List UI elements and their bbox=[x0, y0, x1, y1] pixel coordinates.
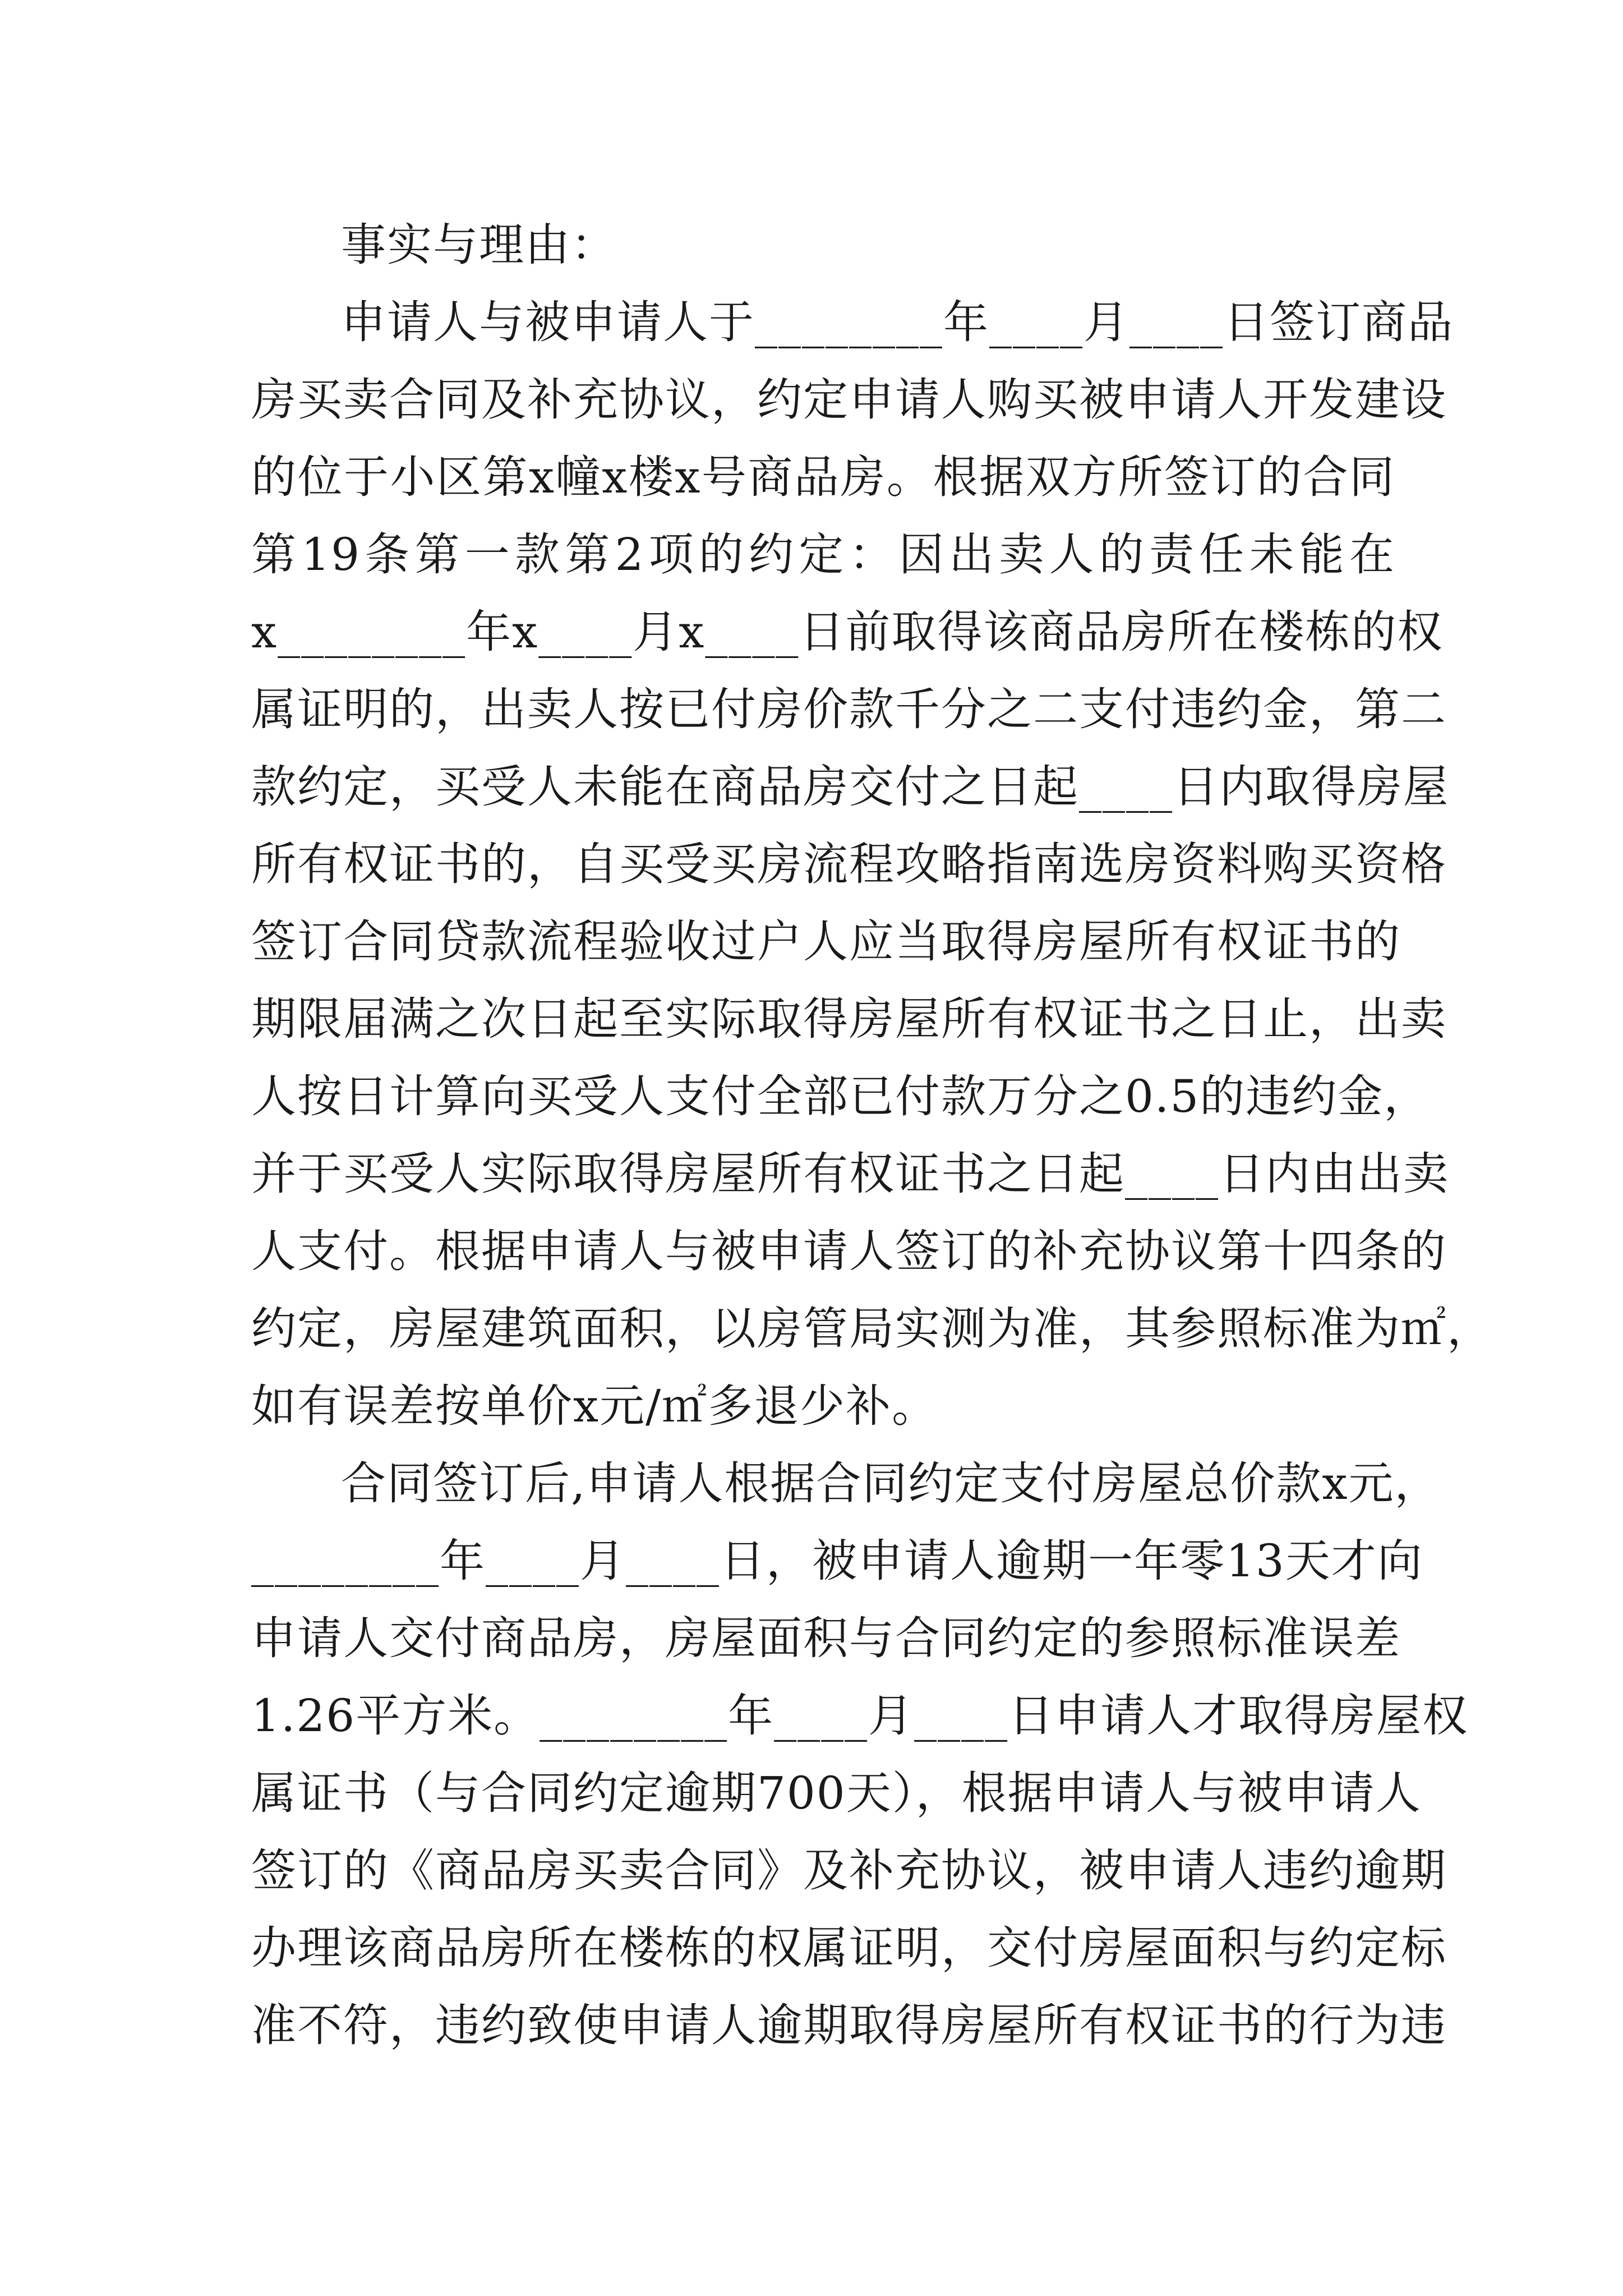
text-line: 属证书（与合同约定逾期700天），根据申请人与被申请人 bbox=[251, 1767, 1422, 1819]
text-line: 事实与理由： bbox=[341, 219, 617, 271]
text-line: 并于买受人实际取得房屋所有权证书之日起____日内由出卖 bbox=[251, 1148, 1449, 1200]
text-line: 人按日计算向买受人支付全部已付款万分之0.5的违约金， bbox=[251, 1070, 1430, 1122]
text-line: 签订的《商品房买卖合同》及补充协议，被申请人违约逾期 bbox=[251, 1844, 1447, 1897]
text-line: 期限届满之次日起至实际取得房屋所有权证书之日止，出卖 bbox=[251, 993, 1447, 1045]
body-text bbox=[251, 206, 1493, 2064]
text-line: 办理该商品房所在楼栋的权属证明，交付房屋面积与约定标 bbox=[251, 1922, 1447, 1974]
text-line: 合同签订后,申请人根据合同约定支付房屋总价款x元， bbox=[341, 1457, 1441, 1510]
text-line: ________年____月____日，被申请人逾期一年零13天才向 bbox=[251, 1535, 1423, 1587]
text-line: 的位于小区第x幢x楼x号商品房。根据双方所签订的合同 bbox=[251, 451, 1395, 503]
text-line: 所有权证书的，自买受买房流程攻略指南选房资料购买资格 bbox=[251, 838, 1447, 890]
text-line: 约定，房屋建筑面积，以房管局实测为准，其参照标准为㎡， bbox=[251, 1303, 1493, 1355]
text-line: 准不符，违约致使申请人逾期取得房屋所有权证书的行为违 bbox=[251, 1999, 1447, 2051]
text-line: 人支付。根据申请人与被申请人签订的补充协议第十四条的 bbox=[251, 1225, 1447, 1277]
text-line: 如有误差按单价x元/㎡多退少补。 bbox=[251, 1380, 938, 1432]
text-line: 款约定，买受人未能在商品房交付之日起____日内取得房屋 bbox=[251, 761, 1449, 813]
text-line: 属证明的，出卖人按已付房价款千分之二支付违约金，第二 bbox=[251, 683, 1447, 735]
text-line: 签订合同贷款流程验收过户人应当取得房屋所有权证书的 bbox=[251, 915, 1401, 968]
text-line: 申请人交付商品房，房屋面积与合同约定的参照标准误差 bbox=[251, 1612, 1401, 1664]
text-line: 第19条第一款第2项的约定：因出卖人的责任未能在 bbox=[251, 528, 1395, 581]
text-line: 房买卖合同及补充协议，约定申请人购买被申请人开发建设 bbox=[251, 374, 1447, 426]
text-line: 申请人与被申请人于________年____月____日签订商品 bbox=[341, 296, 1454, 348]
text-line: 1.26平方米。________年____月____日申请人才取得房屋权 bbox=[251, 1690, 1469, 1742]
text-line: x________年x____月x____日前取得该商品房所在楼栋的权 bbox=[251, 606, 1444, 658]
